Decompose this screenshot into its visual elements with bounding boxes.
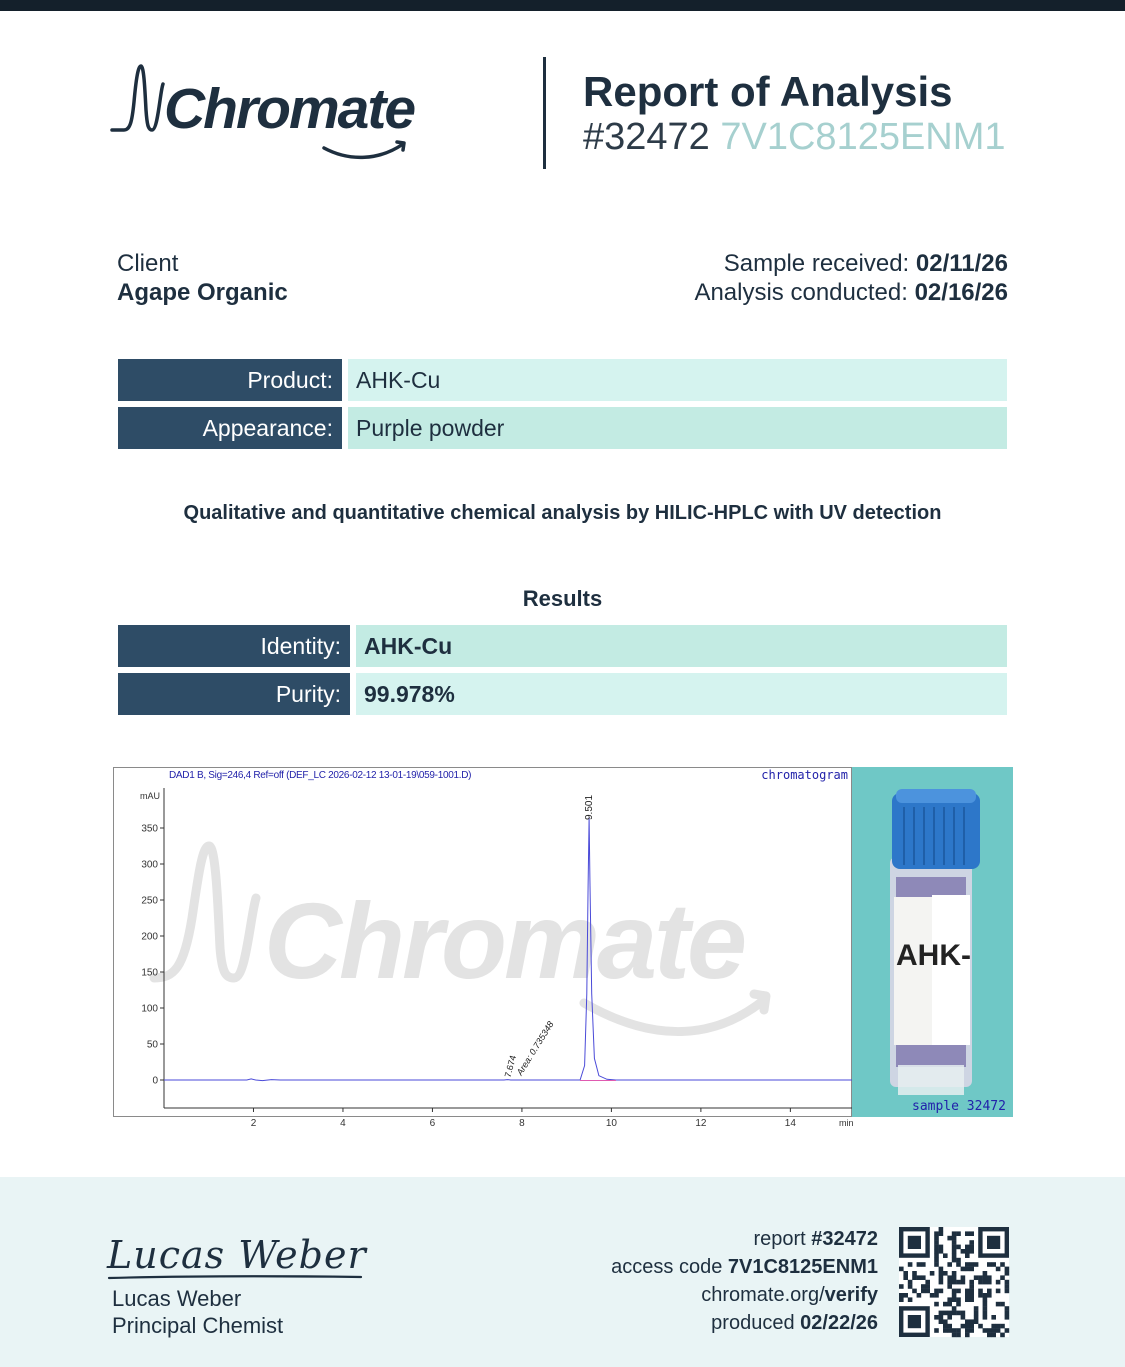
qr-module bbox=[983, 1311, 988, 1316]
qr-module bbox=[952, 1271, 957, 1276]
qr-module bbox=[1005, 1328, 1010, 1333]
qr-module bbox=[943, 1328, 948, 1333]
qr-module bbox=[947, 1280, 952, 1285]
qr-module bbox=[939, 1289, 944, 1294]
analysis-conducted-value: 02/16/26 bbox=[914, 279, 1008, 306]
header-divider bbox=[543, 57, 546, 169]
qr-module bbox=[969, 1267, 974, 1272]
qr-module bbox=[987, 1280, 992, 1285]
svg-text:Lucas Weber: Lucas Weber bbox=[107, 1233, 367, 1277]
qr-module bbox=[1005, 1284, 1010, 1289]
qr-module bbox=[969, 1284, 974, 1289]
qr-module bbox=[934, 1249, 939, 1254]
qr-module bbox=[939, 1271, 944, 1276]
qr-module bbox=[974, 1262, 979, 1267]
watermark-wave bbox=[154, 846, 256, 978]
qr-module bbox=[965, 1297, 970, 1302]
qr-module bbox=[934, 1293, 939, 1298]
product-row bbox=[118, 359, 1007, 401]
qr-module bbox=[947, 1236, 952, 1241]
sample-photo bbox=[852, 767, 1013, 1117]
chromatogram-plot bbox=[114, 768, 854, 1129]
qr-module bbox=[934, 1231, 939, 1236]
qr-module bbox=[969, 1293, 974, 1298]
qr-module bbox=[987, 1262, 992, 1267]
qr-module bbox=[934, 1262, 939, 1267]
qr-module bbox=[934, 1315, 939, 1320]
qr-module bbox=[969, 1262, 974, 1267]
qr-module bbox=[939, 1249, 944, 1254]
qr-module bbox=[969, 1319, 974, 1324]
qr-module bbox=[969, 1280, 974, 1285]
qr-module bbox=[943, 1324, 948, 1329]
qr-module bbox=[908, 1284, 913, 1289]
method-description: Qualitative and quantitative chemical analysis by HILIC-HPLC with UV detection bbox=[183, 502, 942, 524]
logo-wordmark: Chromate bbox=[164, 77, 415, 141]
qr-module bbox=[952, 1249, 957, 1254]
footer-access-value: 7V1C8125ENM1 bbox=[727, 1256, 878, 1278]
qr-module bbox=[996, 1302, 1001, 1307]
y-tick-label: 350 bbox=[141, 823, 158, 835]
qr-module bbox=[983, 1275, 988, 1280]
qr-module bbox=[978, 1289, 983, 1294]
qr-module bbox=[1000, 1333, 1005, 1338]
qr-module bbox=[987, 1293, 992, 1298]
qr-module bbox=[934, 1328, 939, 1333]
footer-report bbox=[753, 1228, 878, 1251]
footer-access-code bbox=[611, 1256, 878, 1279]
x-tick-label: 14 bbox=[784, 1118, 796, 1129]
sample-received bbox=[724, 250, 1008, 278]
verify-suffix: verify bbox=[824, 1284, 878, 1306]
qr-module bbox=[903, 1275, 908, 1280]
qr-module bbox=[1005, 1267, 1010, 1272]
qr-module bbox=[961, 1275, 966, 1280]
identity-label: Identity: bbox=[118, 625, 350, 667]
qr-module bbox=[969, 1249, 974, 1254]
qr-module bbox=[974, 1275, 979, 1280]
qr-module bbox=[947, 1297, 952, 1302]
qr-module bbox=[996, 1280, 1001, 1285]
qr-module bbox=[925, 1289, 930, 1294]
qr-module bbox=[921, 1262, 926, 1267]
qr-module bbox=[952, 1311, 957, 1316]
qr-module bbox=[917, 1293, 922, 1298]
qr-module bbox=[983, 1306, 988, 1311]
qr-module bbox=[961, 1324, 966, 1329]
qr-module bbox=[934, 1289, 939, 1294]
qr-module bbox=[956, 1328, 961, 1333]
qr-module bbox=[939, 1227, 944, 1232]
qr-module bbox=[965, 1253, 970, 1258]
qr-module bbox=[956, 1289, 961, 1294]
qr-module bbox=[991, 1262, 996, 1267]
x-tick-label: 8 bbox=[519, 1118, 525, 1129]
area-annotation: Area: 0.735348 bbox=[514, 1019, 556, 1078]
qr-module bbox=[991, 1315, 996, 1320]
qr-module bbox=[1000, 1324, 1005, 1329]
qr-module bbox=[939, 1267, 944, 1272]
qr-module bbox=[930, 1293, 935, 1298]
identity-row bbox=[118, 625, 1007, 667]
qr-finder-inner bbox=[987, 1236, 1000, 1249]
qr-module bbox=[952, 1289, 957, 1294]
qr-module bbox=[1005, 1271, 1010, 1276]
y-axis-label: mAU bbox=[140, 791, 160, 801]
y-tick-label: 150 bbox=[141, 967, 158, 979]
qr-module bbox=[996, 1328, 1001, 1333]
qr-module bbox=[908, 1297, 913, 1302]
qr-module bbox=[899, 1297, 904, 1302]
signature bbox=[105, 1222, 367, 1288]
qr-module bbox=[956, 1245, 961, 1250]
qr-module bbox=[899, 1284, 904, 1289]
qr-module bbox=[925, 1284, 930, 1289]
qr-module bbox=[996, 1324, 1001, 1329]
qr-module bbox=[943, 1253, 948, 1258]
x-axis-label: min bbox=[839, 1118, 854, 1128]
footer-produced-value: 02/22/26 bbox=[800, 1312, 878, 1334]
results-title: Results bbox=[522, 586, 603, 611]
qr-module bbox=[965, 1267, 970, 1272]
x-tick-label: 6 bbox=[429, 1118, 436, 1129]
analysis-conducted bbox=[694, 279, 1008, 307]
signer-role: Principal Chemist bbox=[112, 1313, 284, 1338]
qr-module bbox=[996, 1289, 1001, 1294]
chromatogram-header: DAD1 B, Sig=246,4 Ref=off (DEF_LC 2026-02-12 13-01-19\059-1001.D) bbox=[169, 770, 472, 781]
y-tick-label: 200 bbox=[141, 931, 158, 943]
purity-label: Purity: bbox=[118, 673, 350, 715]
sample-received-label: Sample received: bbox=[723, 250, 910, 277]
photo-tag: sample 32472 bbox=[912, 1099, 1006, 1114]
footer-access-label: access code bbox=[611, 1256, 723, 1278]
qr-module bbox=[952, 1231, 957, 1236]
qr-module bbox=[939, 1275, 944, 1280]
y-tick-label: 100 bbox=[141, 1003, 158, 1015]
qr-module bbox=[908, 1280, 913, 1285]
appearance-value: Purple powder bbox=[348, 407, 1007, 449]
purity-row bbox=[118, 673, 1007, 715]
qr-module bbox=[899, 1293, 904, 1298]
qr-module bbox=[1005, 1280, 1010, 1285]
qr-module bbox=[952, 1328, 957, 1333]
qr-module bbox=[961, 1311, 966, 1316]
qr-module bbox=[965, 1319, 970, 1324]
qr-module bbox=[947, 1311, 952, 1316]
qr-module bbox=[952, 1297, 957, 1302]
qr-module bbox=[969, 1297, 974, 1302]
qr-module bbox=[939, 1319, 944, 1324]
qr-module bbox=[934, 1245, 939, 1250]
qr-module bbox=[965, 1231, 970, 1236]
qr-module bbox=[1005, 1315, 1010, 1320]
qr-module bbox=[1005, 1289, 1010, 1294]
report-identifier bbox=[583, 116, 1006, 159]
qr-module bbox=[939, 1280, 944, 1285]
qr-module bbox=[969, 1328, 974, 1333]
qr-module bbox=[903, 1293, 908, 1298]
qr-module bbox=[983, 1297, 988, 1302]
qr-module bbox=[934, 1258, 939, 1263]
qr-module bbox=[917, 1262, 922, 1267]
qr-finder-inner bbox=[908, 1315, 921, 1328]
top-bar bbox=[0, 0, 1125, 11]
qr-module bbox=[978, 1280, 983, 1285]
qr-module bbox=[921, 1275, 926, 1280]
peak-label: 9.501 bbox=[584, 794, 596, 820]
qr-module bbox=[987, 1328, 992, 1333]
qr-module bbox=[939, 1315, 944, 1320]
qr-module bbox=[978, 1324, 983, 1329]
qr-module bbox=[987, 1275, 992, 1280]
qr-module bbox=[965, 1289, 970, 1294]
qr-module bbox=[943, 1319, 948, 1324]
qr-module bbox=[969, 1289, 974, 1294]
qr-module bbox=[934, 1240, 939, 1245]
analysis-conducted-label: Analysis conducted: bbox=[694, 279, 908, 306]
qr-module bbox=[983, 1302, 988, 1307]
identity-value: AHK-Cu bbox=[356, 625, 1007, 667]
qr-module bbox=[965, 1328, 970, 1333]
y-tick-label: 300 bbox=[141, 859, 158, 871]
purity-value: 99.978% bbox=[356, 673, 1007, 715]
qr-module bbox=[961, 1280, 966, 1285]
footer-produced-label: produced bbox=[711, 1312, 795, 1334]
qr-module bbox=[996, 1267, 1001, 1272]
qr-module bbox=[939, 1231, 944, 1236]
qr-module bbox=[956, 1262, 961, 1267]
qr-module bbox=[934, 1302, 939, 1307]
qr-module bbox=[965, 1293, 970, 1298]
qr-module bbox=[947, 1302, 952, 1307]
qr-module bbox=[952, 1258, 957, 1263]
footer-report-value: #32472 bbox=[811, 1228, 878, 1250]
qr-module bbox=[943, 1311, 948, 1316]
qr-module bbox=[956, 1302, 961, 1307]
product-label: Product: bbox=[118, 359, 342, 401]
qr-module bbox=[939, 1311, 944, 1316]
vial-label-text: AHK- bbox=[896, 939, 971, 972]
y-tick-label: 0 bbox=[152, 1075, 158, 1087]
qr-module bbox=[983, 1293, 988, 1298]
access-code: 7V1C8125ENM1 bbox=[720, 116, 1006, 158]
report-title: Report of Analysis bbox=[583, 68, 953, 115]
vial-illustration bbox=[852, 767, 1013, 1117]
qr-module bbox=[952, 1236, 957, 1241]
x-tick-label: 12 bbox=[695, 1118, 707, 1129]
qr-module bbox=[974, 1319, 979, 1324]
qr-module bbox=[952, 1253, 957, 1258]
qr-module bbox=[899, 1267, 904, 1272]
qr-module bbox=[952, 1245, 957, 1250]
watermark-text: Chromate bbox=[264, 880, 745, 1001]
qr-module bbox=[952, 1275, 957, 1280]
product-value: AHK-Cu bbox=[348, 359, 1007, 401]
qr-code-icon[interactable] bbox=[899, 1227, 1009, 1337]
qr-module bbox=[969, 1231, 974, 1236]
qr-module bbox=[991, 1328, 996, 1333]
x-tick-label: 4 bbox=[340, 1118, 346, 1129]
qr-module bbox=[1000, 1275, 1005, 1280]
qr-module bbox=[939, 1245, 944, 1250]
y-tick-label: 250 bbox=[141, 895, 158, 907]
qr-module bbox=[921, 1289, 926, 1294]
qr-module bbox=[956, 1258, 961, 1263]
qr-module bbox=[978, 1293, 983, 1298]
qr-module bbox=[956, 1280, 961, 1285]
qr-module bbox=[912, 1289, 917, 1294]
qr-module bbox=[908, 1262, 913, 1267]
qr-module bbox=[1000, 1262, 1005, 1267]
qr-module bbox=[965, 1324, 970, 1329]
footer-report-label: report bbox=[753, 1228, 806, 1250]
qr-module bbox=[956, 1297, 961, 1302]
qr-module bbox=[943, 1271, 948, 1276]
qr-module bbox=[1005, 1306, 1010, 1311]
qr-module bbox=[965, 1249, 970, 1254]
qr-finder-inner bbox=[908, 1236, 921, 1249]
signer-name: Lucas Weber bbox=[112, 1286, 242, 1311]
qr-module bbox=[917, 1275, 922, 1280]
qr-module bbox=[930, 1271, 935, 1276]
qr-module bbox=[947, 1324, 952, 1329]
qr-module bbox=[934, 1236, 939, 1241]
chromate-logo bbox=[110, 62, 440, 166]
qr-module bbox=[974, 1315, 979, 1320]
qr-module bbox=[969, 1240, 974, 1245]
qr-module bbox=[952, 1280, 957, 1285]
appearance-row bbox=[118, 407, 1007, 449]
qr-module bbox=[987, 1289, 992, 1294]
qr-module bbox=[947, 1262, 952, 1267]
x-tick-label: 2 bbox=[250, 1118, 257, 1129]
client-label: Client bbox=[117, 250, 179, 277]
chromatogram-panel bbox=[113, 767, 854, 1129]
qr-module bbox=[912, 1271, 917, 1276]
qr-module bbox=[969, 1324, 974, 1329]
sample-received-value: 02/11/26 bbox=[915, 250, 1008, 277]
verify-prefix: chromate.org/ bbox=[701, 1284, 825, 1306]
qr-module bbox=[903, 1271, 908, 1276]
qr-module bbox=[961, 1249, 966, 1254]
qr-module bbox=[961, 1267, 966, 1272]
qr-module bbox=[983, 1280, 988, 1285]
qr-module bbox=[983, 1271, 988, 1276]
report-number: #32472 bbox=[583, 116, 710, 158]
footer-verify-link[interactable] bbox=[701, 1284, 878, 1307]
qr-module bbox=[952, 1306, 957, 1311]
qr-module bbox=[1005, 1311, 1010, 1316]
qr-module bbox=[947, 1284, 952, 1289]
qr-module bbox=[952, 1240, 957, 1245]
qr-module bbox=[952, 1293, 957, 1298]
qr-module bbox=[925, 1280, 930, 1285]
qr-module bbox=[956, 1231, 961, 1236]
qr-module bbox=[978, 1275, 983, 1280]
qr-module bbox=[934, 1253, 939, 1258]
qr-module bbox=[912, 1275, 917, 1280]
qr-module bbox=[956, 1333, 961, 1338]
qr-module bbox=[965, 1245, 970, 1250]
qr-module bbox=[961, 1315, 966, 1320]
qr-module bbox=[983, 1328, 988, 1333]
qr-module bbox=[969, 1245, 974, 1250]
qr-module bbox=[947, 1328, 952, 1333]
qr-module bbox=[991, 1324, 996, 1329]
appearance-label: Appearance: bbox=[118, 407, 342, 449]
footer-produced bbox=[711, 1312, 878, 1335]
qr-module bbox=[974, 1311, 979, 1316]
qr-module bbox=[974, 1306, 979, 1311]
x-tick-label: 10 bbox=[605, 1118, 617, 1129]
y-tick-label: 50 bbox=[146, 1039, 158, 1051]
qr-module bbox=[1000, 1302, 1005, 1307]
qr-module bbox=[947, 1275, 952, 1280]
qr-module bbox=[956, 1311, 961, 1316]
client-name: Agape Organic bbox=[117, 279, 288, 306]
qr-module bbox=[947, 1315, 952, 1320]
qr-module bbox=[983, 1315, 988, 1320]
qr-module bbox=[921, 1284, 926, 1289]
qr-module bbox=[952, 1333, 957, 1338]
qr-module bbox=[965, 1333, 970, 1338]
qr-module bbox=[965, 1262, 970, 1267]
qr-module bbox=[987, 1333, 992, 1338]
chromatogram-tag: chromatogram bbox=[761, 768, 848, 782]
qr-module bbox=[943, 1302, 948, 1307]
minor-peak-label: 7.674 bbox=[502, 1054, 519, 1079]
qr-module bbox=[991, 1333, 996, 1338]
